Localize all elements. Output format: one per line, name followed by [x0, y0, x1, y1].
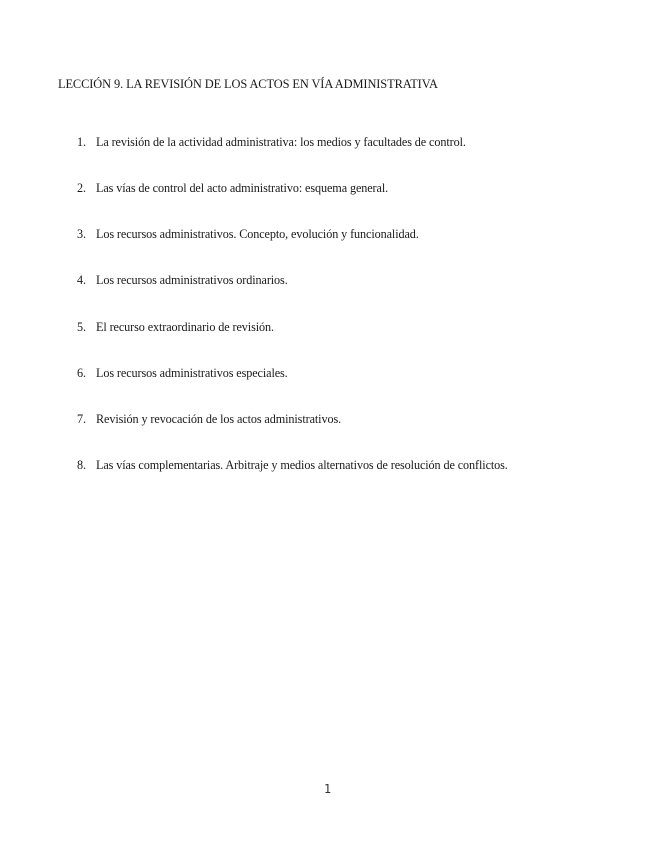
topic-number: 3. [77, 227, 86, 241]
topic-text: Los recursos administrativos especiales. [96, 366, 288, 380]
topic-number: 7. [77, 412, 86, 426]
topic-number: 2. [77, 181, 86, 195]
topic-number: 6. [77, 366, 86, 380]
topic-item [77, 226, 419, 242]
lesson-title: LECCIÓN 9. LA REVISIÓN DE LOS ACTOS EN VÍA ADMINISTRATIVA [58, 77, 438, 91]
topic-text: La revisión de la actividad administrativa: los medios y facultades de control. [96, 135, 466, 149]
topic-text: Revisión y revocación de los actos administrativos. [96, 412, 342, 426]
topic-item [77, 457, 508, 473]
topic-number: 5. [77, 320, 86, 334]
topic-number: 8. [77, 458, 86, 472]
topic-text: Las vías complementarias. Arbitraje y medios alternativos de resolución de conflictos. [96, 458, 508, 472]
topic-item [77, 365, 288, 381]
topic-text: Las vías de control del acto administrativo: esquema general. [96, 181, 389, 195]
topic-item [77, 411, 341, 427]
topic-number: 1. [77, 135, 86, 149]
topic-text: Los recursos administrativos. Concepto, evolución y funcionalidad. [96, 227, 419, 241]
page-number: 1 [323, 782, 332, 796]
topic-item [77, 180, 388, 196]
topic-item [77, 134, 466, 150]
topic-item [77, 272, 288, 288]
topic-text: Los recursos administrativos ordinarios. [96, 273, 288, 287]
topic-item [77, 319, 274, 335]
topic-number: 4. [77, 273, 86, 287]
topic-text: El recurso extraordinario de revisión. [96, 320, 274, 334]
